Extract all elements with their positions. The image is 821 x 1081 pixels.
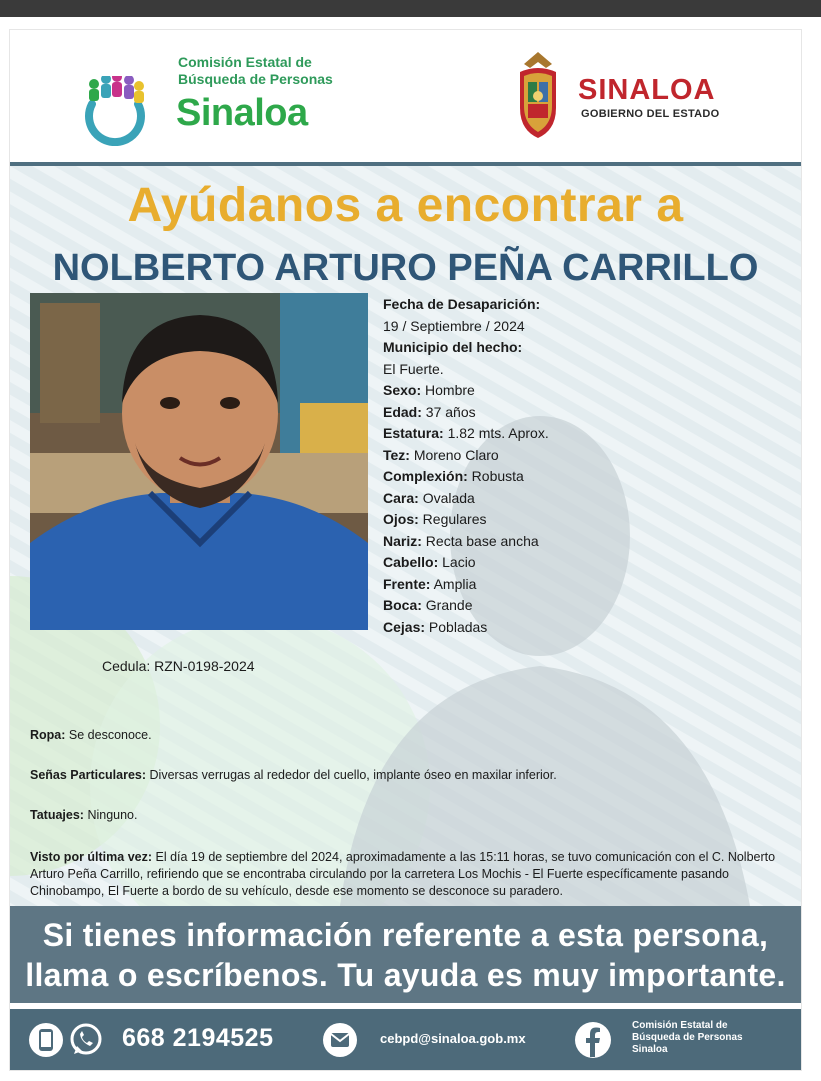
org-line-2: Búsqueda de Personas — [178, 71, 333, 87]
detail-label: Cabello: — [383, 554, 439, 570]
commission-logo — [78, 48, 338, 148]
detail-row — [383, 595, 783, 617]
email-icon[interactable] — [322, 1022, 358, 1058]
detail-label: Complexión: — [383, 468, 468, 484]
commission-logo-icon — [80, 76, 150, 146]
detail-label: Cejas: — [383, 618, 426, 635]
detail-row — [383, 509, 783, 531]
clothing-info — [30, 727, 790, 744]
headline: Ayúdanos a encontrar a — [127, 179, 684, 232]
org-line-1: Comisión Estatal de — [178, 54, 312, 70]
detail-value: El Fuerte. — [383, 360, 444, 377]
facebook-icon[interactable] — [574, 1021, 612, 1059]
detail-value: 19 / Septiembre / 2024 — [383, 317, 525, 334]
missing-person-photo — [30, 293, 368, 630]
detail-row — [383, 316, 783, 338]
missing-person-poster — [10, 30, 801, 1070]
facebook-line-2: Búsqueda de Personas — [632, 1032, 743, 1043]
poster-body — [10, 166, 801, 906]
distinguishing-marks-info — [30, 767, 790, 784]
physical-details — [383, 294, 783, 638]
detail-value: Moreno Claro — [413, 446, 499, 463]
tattoos-label: Tatuajes: — [30, 808, 84, 822]
detail-row — [383, 423, 783, 445]
detail-row — [383, 552, 783, 574]
detail-label: Edad: — [383, 403, 422, 420]
top-bar — [0, 0, 821, 17]
missing-person-name: NOLBERTO ARTURO PEÑA CARRILLO — [52, 247, 759, 289]
last-seen-value: El día 19 de septiembre del 2024, aproximadamente a las 15:11 horas, se tuvo comunicación con el C. Nolberto Arturo Peña Carrillo, refiriendo que se encontraba circulando por la carretera Los Mochis - El Fuerte específicamente pasando Chinobampo, El Fuerte a bordo de su vehículo, desde ese momento se desconoce su paradero. — [30, 850, 776, 898]
detail-value: Regulares — [422, 511, 487, 527]
government-subtitle: GOBIERNO DEL ESTADO — [581, 108, 720, 120]
poster-header — [10, 30, 801, 162]
detail-value: Pobladas — [428, 618, 488, 635]
call-to-action-band — [10, 906, 801, 1003]
detail-row — [383, 574, 783, 596]
detail-row — [383, 294, 783, 316]
detail-value: 1.82 mts. Aprox. — [447, 425, 549, 441]
last-seen-label: Visto por última vez: — [30, 850, 153, 864]
distinguishing-marks-label: Señas Particulares: — [30, 768, 147, 782]
distinguishing-marks-value: Diversas verrugas al rededor del cuello, implante óseo en maxilar inferior. — [149, 768, 557, 782]
email-address[interactable]: cebpd@sinaloa.gob.mx — [380, 1031, 526, 1046]
facebook-line-3: Sinaloa — [632, 1044, 668, 1055]
detail-label: Sexo: — [383, 382, 422, 398]
phone-number[interactable]: 668 2194525 — [122, 1024, 274, 1052]
detail-value: Lacio — [442, 554, 476, 570]
detail-label: Boca: — [383, 597, 422, 613]
cta-line-2: llama o escríbenos. Tu ayuda es muy importante. — [25, 957, 786, 993]
detail-label: Frente: — [383, 575, 431, 592]
detail-row — [383, 466, 783, 488]
detail-value: 37 años — [425, 403, 476, 420]
detail-label: Cara: — [383, 489, 419, 506]
detail-label: Nariz: — [383, 532, 422, 549]
detail-label: Tez: — [383, 446, 410, 463]
detail-value: Ovalada — [422, 489, 475, 506]
detail-label: Ojos: — [383, 511, 419, 527]
detail-label: Fecha de Desaparición: — [383, 296, 541, 312]
contact-footer — [10, 1009, 801, 1070]
facebook-page-name[interactable] — [632, 1020, 743, 1056]
last-seen-info — [30, 849, 790, 900]
detail-value: Robusta — [471, 468, 524, 484]
tattoos-value: Ninguno. — [87, 808, 138, 822]
detail-value: Hombre — [425, 382, 475, 398]
detail-value: Recta base ancha — [425, 532, 539, 549]
whatsapp-icon[interactable] — [68, 1022, 104, 1058]
detail-row — [383, 337, 783, 359]
detail-row — [383, 445, 783, 467]
clothing-label: Ropa: — [30, 728, 66, 742]
cedula-number: Cedula: RZN-0198-2024 — [102, 658, 255, 674]
detail-value: Grande — [425, 597, 473, 613]
facebook-line-1: Comisión Estatal de — [632, 1020, 728, 1031]
sinaloa-coat-of-arms-icon — [514, 50, 562, 142]
detail-row — [383, 380, 783, 402]
clothing-value: Se desconoce. — [68, 728, 152, 742]
detail-label: Estatura: — [383, 425, 444, 441]
detail-row — [383, 402, 783, 424]
tattoos-info — [30, 807, 790, 824]
detail-row — [383, 488, 783, 510]
mobile-phone-icon[interactable] — [28, 1022, 64, 1058]
detail-row — [383, 617, 783, 639]
cta-line-1: Si tienes información referente a esta persona, — [42, 917, 769, 953]
detail-value: Amplia — [433, 575, 477, 592]
detail-label: Municipio del hecho: — [383, 339, 523, 355]
detail-row — [383, 531, 783, 553]
detail-row — [383, 359, 783, 381]
org-name: Sinaloa — [176, 92, 308, 134]
government-name: SINALOA — [578, 74, 716, 106]
